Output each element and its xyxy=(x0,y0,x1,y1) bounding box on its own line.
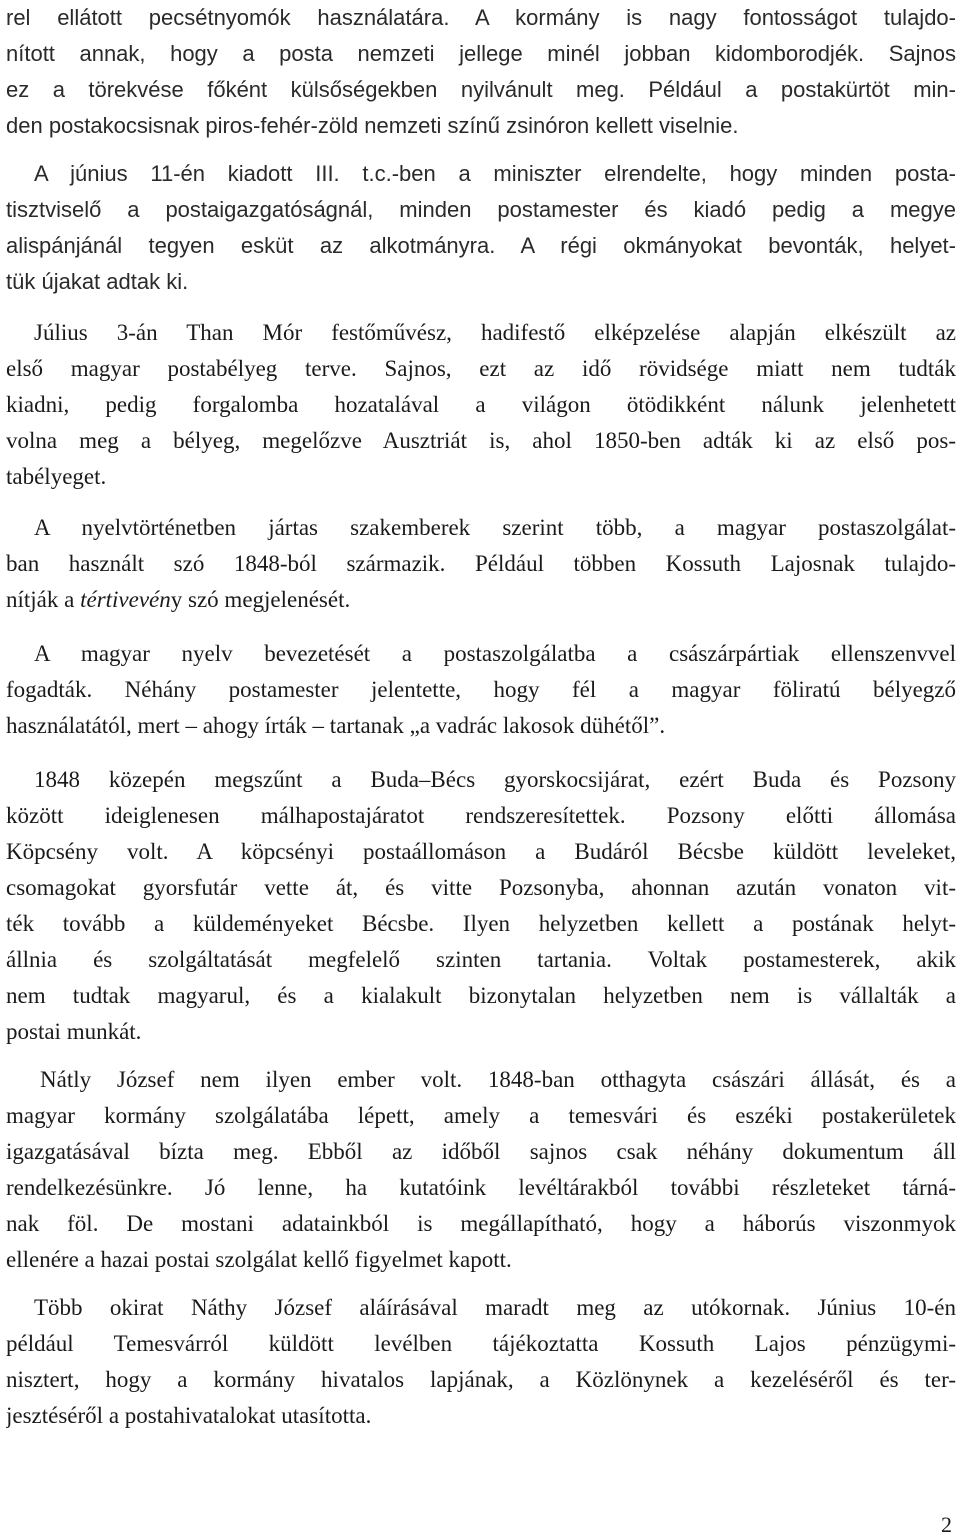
text-line: A június 11-én kiadott III. t.c.-ben a miniszter elrendelte, hogy minden posta- xyxy=(34,161,956,186)
text-line: alispánjánál tegyen esküt az alkotmányra. A régi okmányokat bevonták, helyet- xyxy=(6,233,956,258)
text-line: állnia és szolgáltatását megfelelő szinten tartania. Voltak postamesterek, akik xyxy=(6,947,956,972)
text-line: nisztert, hogy a kormány hivatalos lapjának, a Közlönynek a kezeléséről és ter- xyxy=(6,1367,956,1392)
text-line: ban használt szó 1848-ból származik. Például többen Kossuth Lajosnak tulajdo- xyxy=(6,551,956,576)
paragraph-7 xyxy=(6,1062,956,1278)
paragraph-6 xyxy=(6,762,956,1050)
text-line: ez a törekvése főként külsőségekben nyilvánult meg. Például a postakürtöt min- xyxy=(6,77,956,102)
text-line: között ideiglenesen málhapostajáratot rendszeresítettek. Pozsony előtti állomása xyxy=(6,803,956,828)
text-line: den postakocsisnak piros-fehér-zöld nemzeti színű zsinóron kellett viselnie. xyxy=(6,113,739,138)
text-segment: nítják a xyxy=(6,587,81,612)
text-line: Több okirat Náthy József aláírásával maradt meg az utókornak. Június 10-én xyxy=(34,1295,956,1320)
text-line: volna meg a bélyeg, megelőzve Ausztriát is, ahol 1850-ben adták ki az első pos- xyxy=(6,428,956,453)
text-line: fogadták. Néhány postamester jelentette, hogy fél a magyar föliratú bélyegző xyxy=(6,677,956,702)
text-segment: y szó megjelenését. xyxy=(170,587,351,612)
text-line: tabélyeget. xyxy=(6,464,107,489)
paragraph-5 xyxy=(6,636,956,744)
text-line: jesztéséről a postahivatalokat utasította. xyxy=(6,1403,372,1428)
text-line xyxy=(6,582,956,618)
text-line: nak föl. De mostani adatainkból is megállapítható, hogy a háborús viszonmyok xyxy=(6,1211,956,1236)
text-line: postai munkát. xyxy=(6,1019,142,1044)
text-line: tük újakat adtak ki. xyxy=(6,269,189,294)
text-line: 1848 közepén megszűnt a Buda–Bécs gyorskocsijárat, ezért Buda és Pozsony xyxy=(34,767,956,792)
text-line: nem tudtak magyarul, és a kialakult bizonytalan helyzetben nem is vállalták a xyxy=(6,983,956,1008)
text-line: használatától, mert – ahogy írták – tartanak „a vadrác lakosok dühétől”. xyxy=(6,713,666,738)
text-line: például Temesvárról küldött levélben tájékoztatta Kossuth Lajos pénzügymi- xyxy=(6,1331,956,1356)
page-number: 2 xyxy=(941,1512,952,1537)
text-line: első magyar postabélyeg terve. Sajnos, ezt az idő rövidsége miatt nem tudták xyxy=(6,356,956,381)
text-line: ellenére a hazai postai szolgálat kellő figyelmet kapott. xyxy=(6,1247,512,1272)
text-line: igazgatásával bízta meg. Ebből az időből sajnos csak néhány dokumentum áll xyxy=(6,1139,956,1164)
text-line: magyar kormány szolgálatába lépett, amely a temesvári és eszéki postakerületek xyxy=(6,1103,956,1128)
text-line: A magyar nyelv bevezetését a postaszolgálatba a császárpártiak ellenszenvvel xyxy=(34,641,956,666)
italic-word: tértivevén xyxy=(80,587,171,612)
text-line: rendelkezésünkre. Jó lenne, ha kutatóink levéltárakból további részleteket tárná- xyxy=(6,1175,956,1200)
text-line: nított annak, hogy a posta nemzeti jellege minél jobban kidomborodjék. Sajnos xyxy=(6,41,956,66)
text-line: csomagokat gyorsfutár vette át, és vitte Pozsonyba, ahonnan azután vonaton vit- xyxy=(6,875,956,900)
paragraph-4 xyxy=(6,510,956,618)
text-line: Július 3-án Than Mór festőművész, hadifestő elképzelése alapján elkészült az xyxy=(34,320,956,345)
text-line: tisztviselő a postaigazgatóságnál, minden postamester és kiadó pedig a megye xyxy=(6,197,956,222)
paragraph-1 xyxy=(6,0,956,144)
text-line: kiadni, pedig forgalomba hozatalával a világon ötödikként nálunk jelenhetett xyxy=(6,392,956,417)
paragraph-2 xyxy=(6,156,956,300)
text-line: rel ellátott pecsétnyomók használatára. A kormány is nagy fontosságot tulajdo- xyxy=(6,5,956,30)
text-line: ték tovább a küldeményeket Bécsbe. Ilyen helyzetben kellett a postának helyt- xyxy=(6,911,956,936)
text-line: Nátly József nem ilyen ember volt. 1848-ban otthagyta császári állását, és a xyxy=(40,1067,956,1092)
text-line: Köpcsény volt. A köpcsényi postaállomáson a Budáról Bécsbe küldött leveleket, xyxy=(6,839,956,864)
paragraph-8 xyxy=(6,1290,956,1434)
paragraph-3 xyxy=(6,315,956,495)
text-line: A nyelvtörténetben jártas szakemberek szerint több, a magyar postaszolgálat- xyxy=(34,515,956,540)
